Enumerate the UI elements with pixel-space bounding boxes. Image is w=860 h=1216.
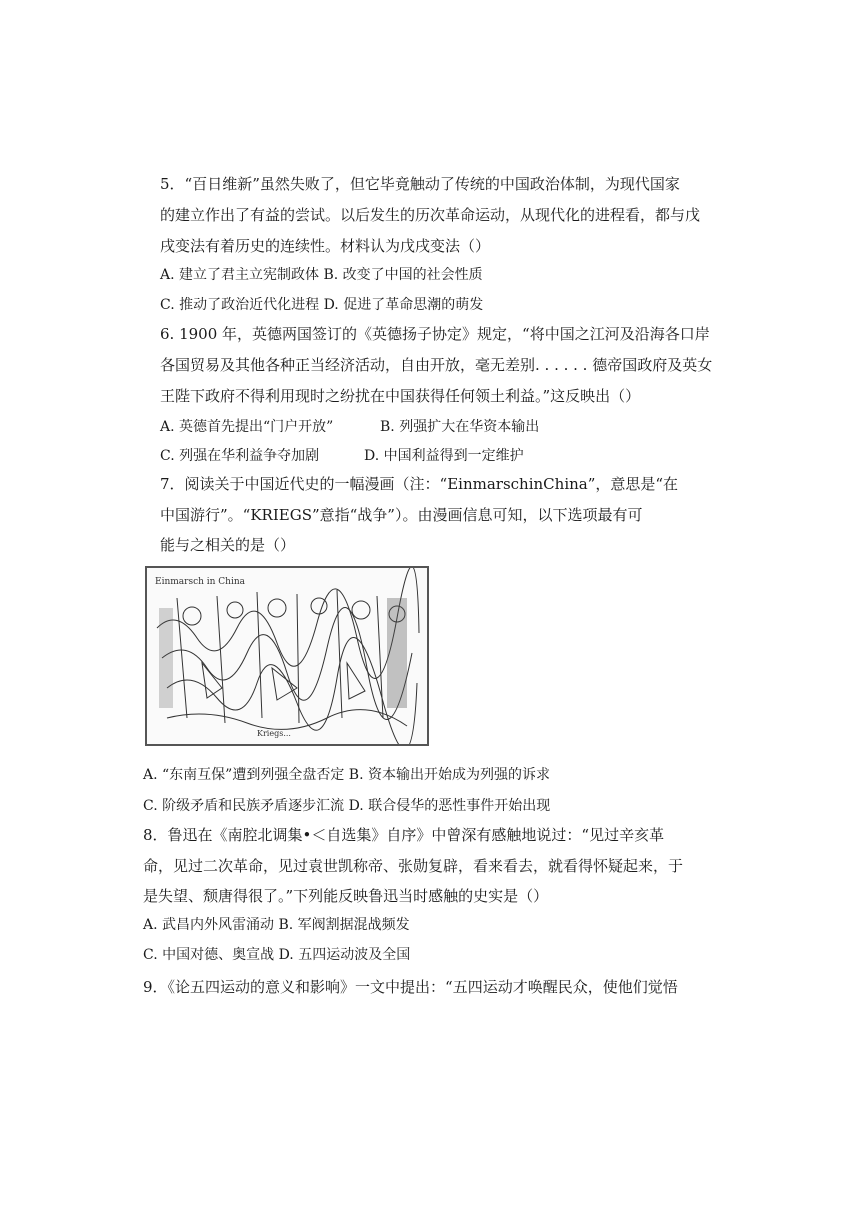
q6-option-b: B. 列强扩大在华资本输出 (380, 419, 540, 435)
q7-stem-line-2: 中国游行”。“KRIEGS”意指“战争”）。由漫画信息可知，以下选项最有可 (160, 506, 643, 524)
q9-stem-line-1: 9．《论五四运动的意义和影响》一文中提出：“五四运动才唤醒民众，使他们觉悟 (143, 978, 678, 996)
q7-stem-line-1: 7．阅读关于中国近代史的一幅漫画（注：“EinmarschinChina”，意思是“在 (160, 475, 679, 493)
q7-options-ab: A. “东南互保”遭到列强全盘否定 B. 资本输出开始成为列强的诉求 (143, 767, 550, 783)
q6-option-d: D. 中国利益得到一定维护 (364, 448, 524, 464)
cartoon-caption-top: Einmarsch in China (155, 577, 246, 587)
q5-stem-line-1: 5．“百日维新”虽然失败了，但它毕竟触动了传统的中国政治体制，为现代国家 (160, 175, 680, 193)
cartoon-drawing (147, 568, 427, 744)
q5-stem-line-2: 的建立作出了有益的尝试。以后发生的历次革命运动，从现代化的进程看，都与戊 (160, 206, 701, 224)
q5-options-ab: A. 建立了君主立宪制政体 B. 改变了中国的社会性质 (160, 267, 483, 283)
q6-option-c: C. 列强在华利益争夺加剧 (160, 448, 320, 464)
q6-stem-line-3: 王陛下政府不得利用现时之纷扰在中国获得任何领土利益。”这反映出（） (160, 387, 641, 405)
q7-stem-line-3: 能与之相关的是（） (160, 536, 296, 554)
q8-stem-line-2: 命，见过二次革命，见过袁世凯称帝、张勋复辟，看来看去，就看得怀疑起来，于 (143, 857, 684, 875)
cartoon-caption-bottom: Kriegs... (257, 729, 291, 738)
q6-stem-line-1: 6. 1900 年，英德两国签订的《英德扬子协定》规定，“将中国之江河及沿海各口岸 (160, 325, 710, 343)
q8-stem-line-3: 是失望、颓唐得很了。”下列能反映鲁迅当时感触的史实是（） (143, 887, 549, 905)
historical-cartoon-image (145, 566, 429, 746)
q6-option-a: A. 英德首先提出“门户开放” (160, 419, 334, 435)
q5-options-cd: C. 推动了政治近代化进程 D. 促进了革命思潮的萌发 (160, 297, 484, 313)
q5-stem-line-3: 戌变法有着历史的连续性。材料认为戊戌变法（） (160, 237, 491, 255)
q7-options-cd: C. 阶级矛盾和民族矛盾逐步汇流 D. 联合侵华的恶性事件开始出现 (143, 798, 551, 814)
q6-stem-line-2: 各国贸易及其他各种正当经济活动，自由开放，毫无差别. . . . . . 德帝国政府及英女 (160, 356, 713, 374)
q8-stem-line-1: 8．鲁迅在《南腔北调集•＜自选集》自序》中曾深有感触地说过：“见过辛亥革 (143, 826, 665, 844)
q8-options-ab: A. 武昌内外风雷涌动 B. 军阀割据混战频发 (143, 917, 410, 933)
q8-options-cd: C. 中国对德、奥宣战 D. 五四运动波及全国 (143, 947, 411, 963)
